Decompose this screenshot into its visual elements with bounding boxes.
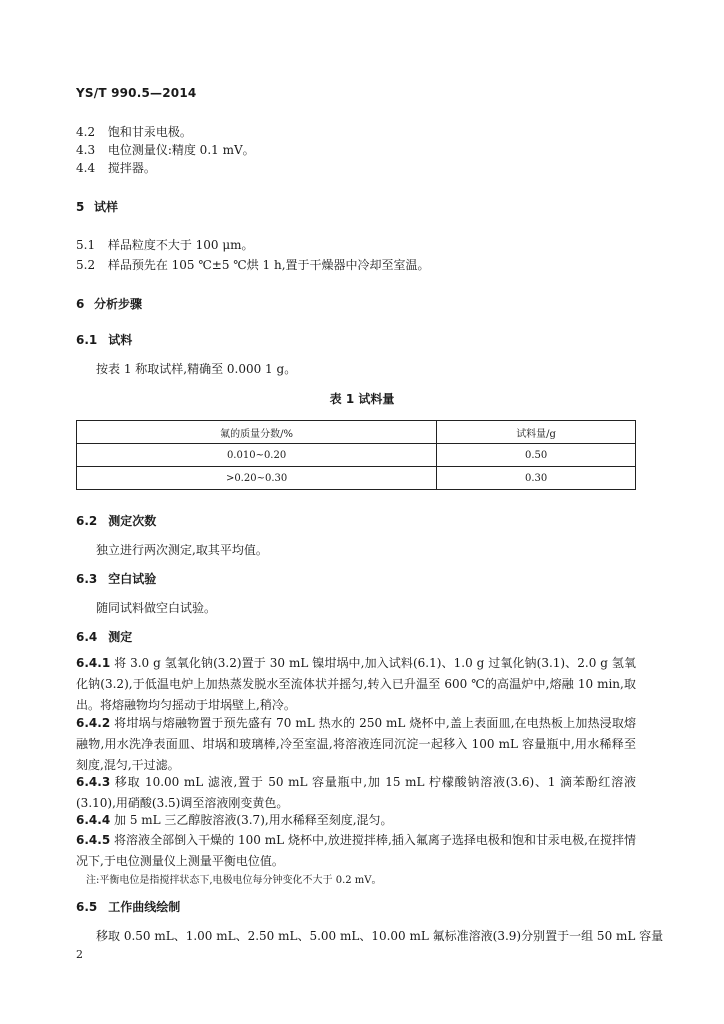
paragraph: 随同试料做空白试验。 — [96, 601, 217, 615]
clause-number: 6.4.5 — [76, 833, 111, 847]
table-cell: >0.20~0.30 — [77, 467, 437, 490]
list-item — [76, 256, 430, 273]
item-number: 4.2 — [76, 125, 96, 139]
item-number: 5.2 — [76, 258, 96, 272]
section-number: 6.2 — [76, 514, 98, 528]
section-title: 分析步骤 — [94, 297, 143, 311]
section-title: 空白试验 — [108, 572, 157, 586]
item-number: 4.3 — [76, 143, 96, 157]
page-number: 2 — [76, 948, 83, 961]
table-row — [77, 444, 636, 467]
standard-number: YS/T 990.5—2014 — [76, 86, 197, 100]
paragraph: 移取 0.50 mL、1.00 mL、2.50 mL、5.00 mL、10.00 mL 氟标准溶液(3.9)分别置于一组 50 mL 容量 — [96, 929, 664, 943]
section-number: 6 — [76, 297, 85, 311]
clause-6-4-5 — [76, 830, 636, 872]
subsection-heading — [76, 898, 180, 915]
clause-6-4-3 — [76, 772, 636, 814]
table-row — [77, 467, 636, 490]
subsection-heading — [76, 331, 132, 348]
item-text: 样品预先在 105 ℃±5 ℃烘 1 h,置于干燥器中冷却至室温。 — [107, 258, 430, 272]
subsection-heading — [76, 570, 156, 587]
item-text: 搅拌器。 — [107, 161, 156, 175]
item-text: 电位测量仪:精度 0.1 mV。 — [107, 143, 255, 157]
section-title: 试料 — [108, 333, 133, 347]
section-heading — [76, 295, 142, 312]
clause-6-4-2 — [76, 713, 636, 776]
clause-text: 将 3.0 g 氢氧化钠(3.2)置于 30 mL 镍坩埚中,加入试料(6.1)、1.0 g 过氧化钠(3.1)、2.0 g 氢氧化钠(3.2),于低温电炉上加热蒸发脱水至流体状并摇匀,转入已升温至 600 ℃的高温炉中,熔融 10 min,取出。将熔融物均匀摇动于坩埚壁上,稍冷。 — [76, 656, 636, 712]
section-title: 测定次数 — [108, 514, 157, 528]
section-number: 5 — [76, 200, 85, 214]
section-number: 6.4 — [76, 630, 98, 644]
list-item — [76, 123, 192, 140]
section-number: 6.3 — [76, 572, 98, 586]
clause-text: 加 5 mL 三乙醇胺溶液(3.7),用水稀释至刻度,混匀。 — [114, 813, 393, 827]
clause-text: 将坩埚与熔融物置于预先盛有 70 mL 热水的 250 mL 烧杯中,盖上表面皿,在电热板上加热浸取熔融物,用水洗净表面皿、坩埚和玻璃棒,冷至室温,将溶液连同沉淀一起移入 100 mL 容量瓶中,用水稀释至刻度,混匀,干过滤。 — [76, 716, 636, 772]
clause-text: 将溶液全部倒入干燥的 100 mL 烧杯中,放进搅拌棒,插入氟离子选择电极和饱和甘汞电极,在搅拌情况下,于电位测量仪上测量平衡电位值。 — [76, 833, 636, 868]
column-header: 氟的质量分数/% — [77, 421, 437, 444]
paragraph: 独立进行两次测定,取其平均值。 — [96, 543, 268, 557]
clause-6-4-4 — [76, 810, 636, 831]
section-title: 试样 — [94, 200, 119, 214]
list-item — [76, 141, 255, 158]
item-text: 样品粒度不大于 100 μm。 — [107, 238, 254, 252]
clause-number: 6.4.1 — [76, 656, 111, 670]
subsection-heading — [76, 512, 156, 529]
list-item — [76, 159, 156, 176]
item-number: 4.4 — [76, 161, 96, 175]
table-header-row — [77, 421, 636, 444]
paragraph: 按表 1 称取试样,精确至 0.000 1 g。 — [96, 362, 297, 376]
section-title: 测定 — [108, 630, 133, 644]
sample-mass-table — [76, 420, 636, 490]
item-text: 饱和甘汞电极。 — [107, 125, 192, 139]
table-cell: 0.010~0.20 — [77, 444, 437, 467]
section-title: 工作曲线绘制 — [108, 900, 181, 914]
table-caption: 表 1 试料量 — [329, 392, 395, 406]
clause-text: 移取 10.00 mL 滤液,置于 50 mL 容量瓶中,加 15 mL 柠檬酸钠溶液(3.6)、1 滴苯酚红溶液(3.10),用硝酸(3.5)调至溶液刚变黄色。 — [76, 775, 636, 810]
note: 注:平衡电位是指搅拌状态下,电极电位每分钟变化不大于 0.2 mV。 — [86, 875, 382, 886]
section-heading — [76, 198, 118, 215]
section-number: 6.5 — [76, 900, 98, 914]
clause-number: 6.4.2 — [76, 716, 111, 730]
clause-6-4-1 — [76, 653, 636, 716]
column-header: 试料量/g — [437, 421, 636, 444]
clause-number: 6.4.4 — [76, 813, 111, 827]
section-number: 6.1 — [76, 333, 98, 347]
list-item — [76, 236, 254, 253]
subsection-heading — [76, 628, 132, 645]
item-number: 5.1 — [76, 238, 96, 252]
table-cell: 0.50 — [437, 444, 636, 467]
table-cell: 0.30 — [437, 467, 636, 490]
clause-number: 6.4.3 — [76, 775, 111, 789]
